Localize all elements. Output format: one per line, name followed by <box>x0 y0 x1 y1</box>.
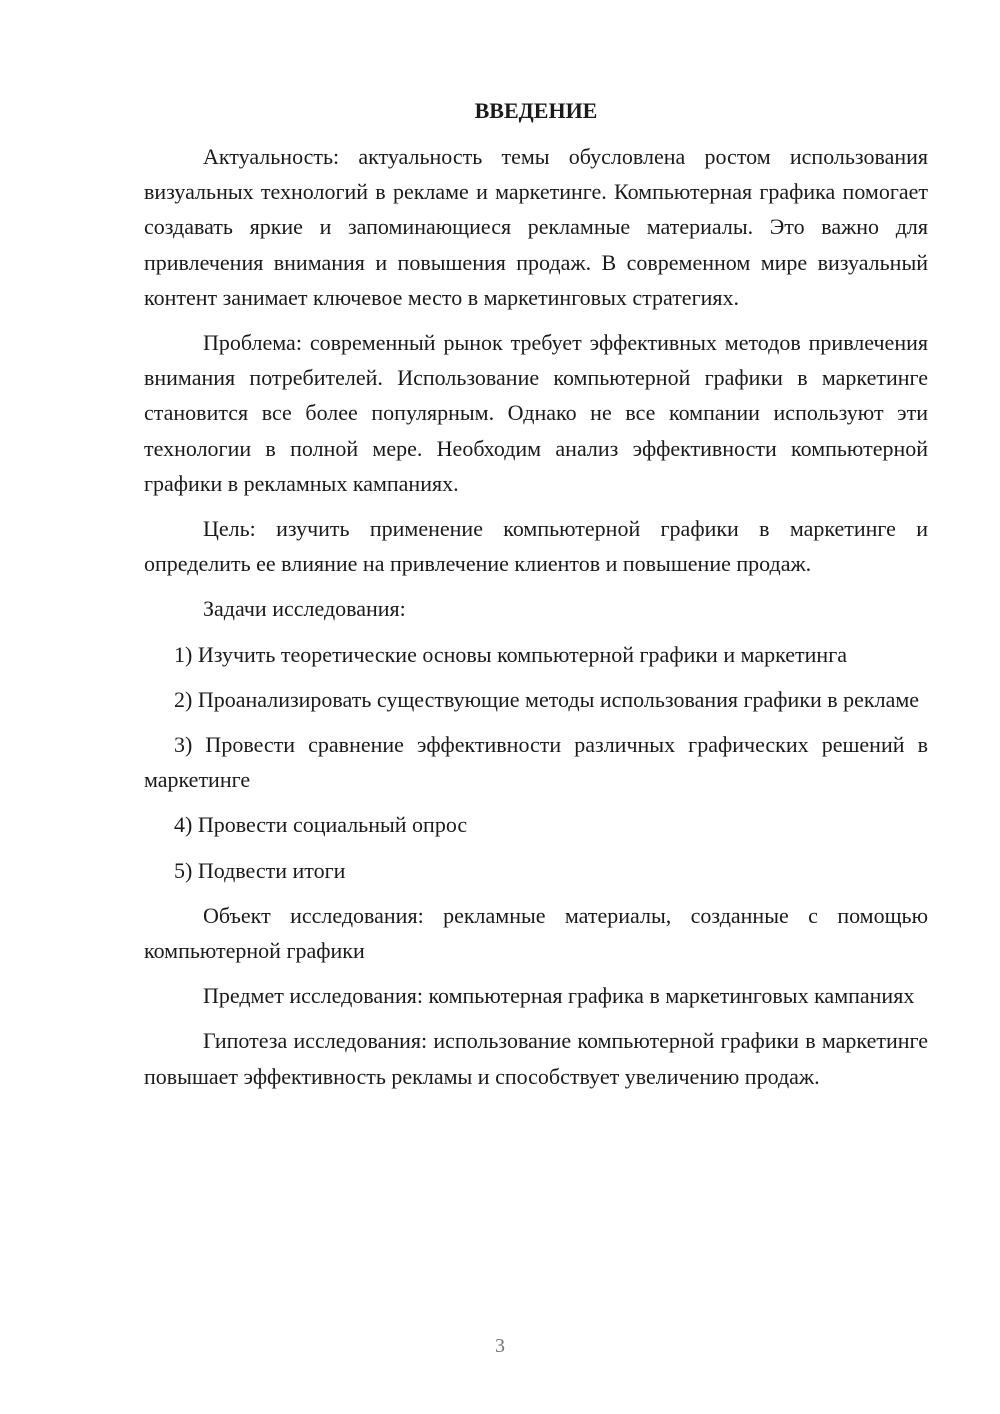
object-paragraph: Объект исследования: рекламные материалы, созданные с помощью компьютерной графики <box>144 902 928 964</box>
page-content <box>144 95 928 1104</box>
subject-paragraph: Предмет исследования: компьютерная графика в маркетинговых кампаниях <box>203 983 915 1009</box>
relevance-paragraph: Актуальность: актуальность темы обусловлена ростом использования визуальных технологий в рекламе и маркетинге. Компьютерная графика помогает создавать яркие и запоминающиеся рекламные материалы. Это важно для привлечения внимания и повышения продаж. В современном мире визуальный контент занимает ключевое место в маркетинговых стратегиях. <box>144 144 928 310</box>
hypothesis-paragraph: Гипотеза исследования: использование компьютерной графики в маркетинге повышает эффективность рекламы и способствует увеличению продаж. <box>144 1028 928 1089</box>
task-item-3: 3) Провести сравнение эффективности различных графических решений в маркетинге <box>144 732 928 793</box>
tasks-heading: Задачи исследования: <box>203 596 406 622</box>
section-title: ВВЕДЕНИЕ <box>474 98 598 123</box>
task-item-4: 4) Провести социальный опрос <box>174 812 468 838</box>
page-number: 3 <box>495 1335 505 1357</box>
goal-paragraph: Цель: изучить применение компьютерной графики в маркетинге и определить ее влияние на привлечение клиентов и повышение продаж. <box>144 516 928 577</box>
task-item-2: 2) Проанализировать существующие методы использования графики в рекламе <box>174 686 920 712</box>
task-item-1: 1) Изучить теоретические основы компьютерной графики и маркетинга <box>174 641 847 667</box>
task-item-5: 5) Подвести итоги <box>174 857 346 883</box>
problem-paragraph: Проблема: современный рынок требует эффективных методов привлечения внимания потребителей. Использование компьютерной графики в маркетинге становится все более популярным. Однако не все компании используют эти технологии в полной мере. Необходим анализ эффективности компьютерной графики в рекламных кампаниях. <box>144 330 928 496</box>
